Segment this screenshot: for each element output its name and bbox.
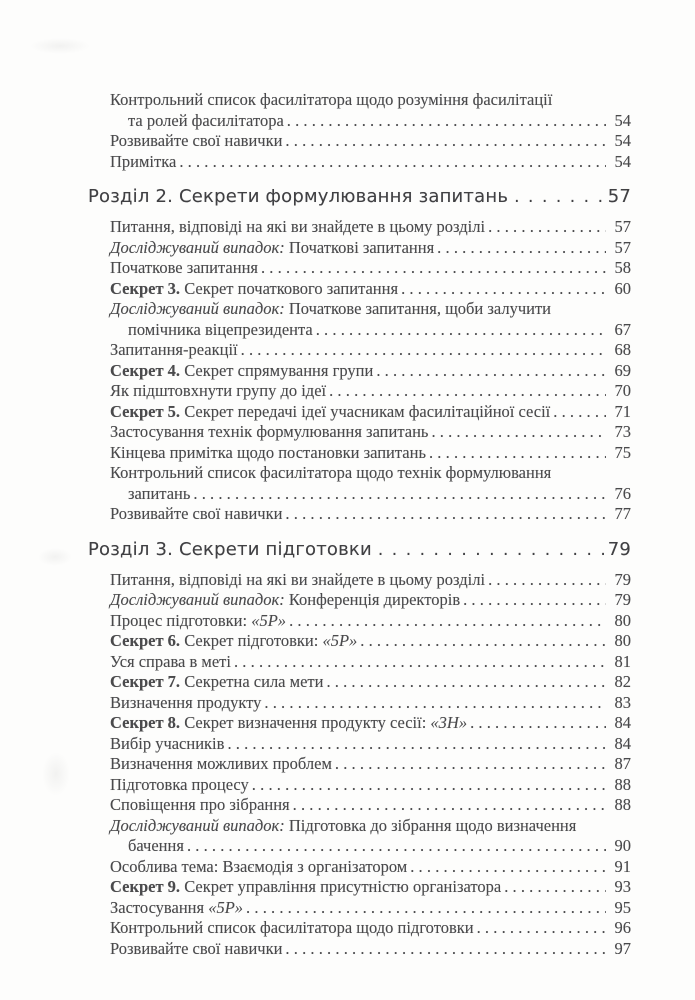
dot-leader-icon (329, 381, 606, 402)
dot-leader-icon (326, 672, 606, 693)
entry-text (128, 836, 184, 857)
toc-entry-line (110, 652, 631, 673)
scan-artifact (38, 548, 72, 566)
toc-entry-line (110, 340, 631, 361)
entry-text-segment: «5Р» (208, 897, 244, 917)
page-number: 96 (614, 918, 631, 937)
dot-leader-icon (264, 693, 606, 714)
entry-text (110, 877, 501, 898)
chapter-heading-title: Розділ 3. Секрети підготовки (88, 538, 372, 560)
toc-entry-line (110, 939, 631, 960)
entry-text-segment: «3Н» (430, 713, 468, 732)
entry-text-segment: Сповіщення про зібрання (110, 795, 290, 814)
entry-text-segment: Секрет підготовки: (180, 631, 323, 650)
page-number: 95 (614, 897, 631, 917)
page-number: 54 (614, 151, 631, 171)
page-number: 84 (614, 713, 631, 732)
dot-leader-icon (553, 402, 606, 423)
toc-entry-line (110, 611, 631, 632)
page-number: 68 (614, 340, 631, 359)
toc-entry-line (110, 672, 631, 693)
dot-leader-icon (246, 898, 606, 919)
entry-text-segment: бачення (128, 836, 184, 855)
entry-text-segment: Початкове запитання (110, 258, 258, 277)
entry-text-segment: «5Р» (322, 631, 358, 650)
entry-text-segment: Контрольний список фасилітатора щодо розуміння фасилітації (110, 90, 553, 109)
entry-text-segment: Уся справа в меті (110, 651, 231, 671)
entry-text-segment: Розвивайте свої навички (110, 938, 283, 958)
entry-text-segment: помічника віцепрезидента (128, 319, 313, 339)
entry-text (110, 340, 238, 361)
dot-leader-icon (179, 152, 606, 173)
page-number: 80 (614, 610, 631, 630)
entry-text-segment: та ролей фасилітатора (128, 110, 284, 130)
entry-text-segment: Визначення продукту (110, 692, 262, 712)
entry-text-segment: Розвивайте свої навички (110, 504, 283, 523)
entry-text (110, 713, 467, 734)
page-number: 79 (614, 590, 631, 609)
entry-text-segment: Секрет початкового запитання (180, 278, 399, 298)
entry-text-segment: Визначення можливих проблем (110, 754, 332, 773)
dot-leader-icon (287, 111, 606, 132)
entry-text-segment: Розвивайте свої навички (110, 131, 283, 150)
chapter-page-number: 57 (607, 186, 631, 207)
page-number: 69 (614, 360, 631, 380)
entry-text-segment: Конференція директорів (284, 590, 461, 609)
dot-leader-icon (488, 217, 606, 238)
toc-entry-line (110, 320, 631, 341)
toc-entry-line (110, 504, 631, 525)
entry-text (110, 402, 550, 423)
chapter-heading-row (88, 184, 631, 210)
page-number: 90 (614, 836, 631, 855)
dot-leader-icon (316, 320, 606, 341)
entry-text (110, 672, 323, 693)
entry-text (110, 443, 426, 464)
dot-leader-icon (335, 754, 606, 775)
entry-text (110, 299, 551, 320)
page-number: 73 (614, 422, 631, 441)
entry-text (110, 590, 460, 611)
toc-section (88, 537, 631, 960)
page-number: 71 (614, 401, 631, 421)
toc-entry-line (110, 754, 631, 775)
dot-leader-icon (360, 631, 606, 652)
entry-text (110, 217, 485, 238)
entry-text-segment: Секрет 3. (110, 278, 181, 298)
dot-leader-icon (437, 238, 606, 259)
page-number: 54 (614, 110, 631, 130)
entry-text (110, 279, 398, 300)
entry-text (110, 693, 261, 714)
entry-text-segment: Секрет 9. (110, 877, 181, 896)
dot-leader-icon (504, 877, 606, 898)
entry-text (110, 381, 326, 402)
toc-entry-line (110, 898, 631, 919)
entry-text (110, 131, 282, 152)
entry-text-segment: запитань (128, 483, 191, 503)
entry-text-segment: Запитання-реакції (110, 340, 238, 359)
entry-text (110, 652, 231, 673)
dot-leader-icon (410, 857, 606, 878)
dot-leader-icon (431, 422, 606, 443)
entry-text-segment: Секрет 5. (110, 401, 181, 421)
entry-text (110, 422, 428, 443)
entry-text-segment: Вибір учасників (110, 733, 225, 753)
page-number: 76 (614, 483, 631, 503)
toc-section (110, 90, 631, 172)
toc-entry-line (110, 713, 631, 734)
entry-text (110, 754, 332, 775)
dot-leader-icon (293, 795, 606, 816)
entry-text-segment: Секрет управління присутністю організатора (180, 877, 502, 896)
dot-leader-icon (193, 484, 606, 505)
entry-text (110, 90, 552, 111)
toc-entry-line (110, 238, 631, 259)
dot-leader-icon (285, 131, 606, 152)
toc-entry-line (110, 693, 631, 714)
dot-leader-icon (289, 611, 606, 632)
entry-text-segment: Секрет 4. (110, 360, 181, 380)
toc-entry-line (110, 775, 631, 796)
toc-entry-line (110, 131, 631, 152)
toc-entry-line (110, 463, 631, 484)
page-number: 77 (614, 504, 631, 523)
toc-entry-line (110, 258, 631, 279)
page-number: 67 (614, 319, 631, 339)
entry-text-segment: Секретна сила мети (180, 672, 324, 691)
dot-leader-icon (241, 340, 606, 361)
toc-entry-line (110, 402, 631, 423)
entry-text-segment: Досліджуваний випадок: (110, 237, 285, 257)
toc-entry-line (110, 217, 631, 238)
page-number: 75 (614, 442, 631, 462)
entry-text-segment: Підготовка процесу (110, 774, 249, 794)
toc-entry-line (110, 570, 631, 591)
chapter-page-number: 79 (607, 538, 631, 560)
toc-entry-line (110, 590, 631, 611)
entry-text-segment: Питання, відповіді на які ви знайдете в цьому розділі (110, 217, 486, 236)
entry-text (110, 361, 373, 382)
toc-section (88, 184, 631, 525)
toc-entry-line (110, 279, 631, 300)
dot-leader-icon (488, 570, 606, 591)
entry-text (128, 111, 284, 132)
entry-text-segment: Як підштовхнути групу до ідеї (110, 381, 327, 400)
page-number: 91 (614, 856, 631, 876)
entry-text-segment: Застосування технік формулювання запитань (110, 422, 429, 441)
toc-entry-line (110, 918, 631, 939)
entry-text-segment: Секрет передачі ідеї учасникам фасилітаційної сесії (180, 401, 551, 421)
dot-leader-icon (470, 713, 606, 734)
dot-leader-icon (261, 258, 606, 279)
entry-text-segment: Досліджуваний випадок: (110, 815, 285, 835)
toc-entry-line (110, 111, 631, 132)
dot-leader-icon (187, 836, 606, 857)
toc-entry-line (110, 484, 631, 505)
page-number: 82 (614, 672, 631, 691)
dot-leader-icon (401, 279, 606, 300)
entry-text (110, 816, 576, 837)
dot-leader-icon (378, 537, 604, 563)
entry-text-segment: Секрет визначення продукту сесії: (180, 713, 431, 732)
entry-text (110, 857, 407, 878)
dot-leader-icon (252, 775, 606, 796)
toc-entry-line (110, 90, 631, 111)
page-number: 97 (614, 938, 631, 958)
chapter-heading-row (88, 537, 631, 563)
toc-entry-line (110, 734, 631, 755)
dot-leader-icon (514, 184, 604, 210)
entry-text-segment: Застосування (110, 897, 209, 917)
page-number: 81 (614, 651, 631, 671)
entry-text-segment: Секрет 6. (110, 631, 181, 650)
toc-entry-line (110, 857, 631, 878)
entry-text (110, 898, 243, 919)
entry-text (110, 152, 176, 173)
entry-text-segment: Процес підготовки: (110, 610, 252, 630)
entry-text-segment: Початкове запитання, щоби залучити (284, 299, 552, 318)
dot-leader-icon (285, 939, 606, 960)
entry-text-segment: Кінцева примітка щодо постановки запитань (110, 442, 426, 462)
entry-text-segment: Секрет спрямування групи (180, 360, 374, 380)
toc-entry-line (110, 152, 631, 173)
entry-text-segment: Контрольний список фасилітатора щодо підготовки (110, 918, 474, 937)
entry-text (110, 238, 434, 259)
entry-text (110, 775, 249, 796)
entry-text-segment: Питання, відповіді на які ви знайдете в цьому розділі (110, 569, 486, 589)
entry-text (110, 463, 551, 484)
entry-text (110, 918, 474, 939)
entry-text-segment: Початкові запитання (284, 237, 435, 257)
page-number: 54 (614, 131, 631, 150)
page-number: 83 (614, 692, 631, 712)
entry-text (110, 939, 282, 960)
toc-entry-line (110, 877, 631, 898)
entry-text-segment: Примітка (110, 151, 177, 171)
entry-text (128, 320, 313, 341)
dot-leader-icon (227, 734, 606, 755)
entry-text (110, 570, 485, 591)
page-number: 80 (614, 631, 631, 650)
page-number: 60 (614, 278, 631, 298)
dot-leader-icon (463, 590, 606, 611)
scan-artifact (30, 38, 90, 54)
dot-leader-icon (234, 652, 606, 673)
dot-leader-icon (376, 361, 606, 382)
entry-text (110, 504, 282, 525)
page-number: 88 (614, 795, 631, 814)
toc-entry-line (110, 795, 631, 816)
page-number: 57 (614, 217, 631, 236)
dot-leader-icon (285, 504, 606, 525)
page-number: 58 (614, 258, 631, 277)
page-number: 79 (614, 569, 631, 589)
entry-text-segment: Особлива тема: Взаємодія з організатором (110, 856, 408, 876)
scan-artifact (42, 752, 70, 796)
toc-entry-line (110, 816, 631, 837)
entry-text-segment: «5Р» (251, 610, 287, 630)
entry-text (128, 484, 190, 505)
toc-entry-line (110, 836, 631, 857)
toc-entry-line (110, 299, 631, 320)
dot-leader-icon (477, 918, 606, 939)
page-number: 87 (614, 754, 631, 773)
dot-leader-icon (429, 443, 606, 464)
entry-text-segment: Контрольний список фасилітатора щодо технік формулювання (110, 463, 552, 482)
entry-text (110, 734, 224, 755)
toc-entry-line (110, 443, 631, 464)
chapter-heading-title: Розділ 2. Секрети формулювання запитань (88, 186, 509, 207)
entry-text (110, 631, 357, 652)
entry-text-segment: Секрет 7. (110, 672, 181, 691)
entry-text (110, 258, 258, 279)
page-number: 57 (614, 237, 631, 257)
page-number: 88 (614, 774, 631, 794)
page-number: 84 (614, 733, 631, 753)
entry-text (110, 795, 290, 816)
toc-entry-line (110, 422, 631, 443)
toc-entry-line (110, 361, 631, 382)
page-number: 93 (614, 877, 631, 896)
toc-entry-line (110, 381, 631, 402)
toc-entry-line (110, 631, 631, 652)
entry-text-segment: Досліджуваний випадок: (110, 590, 285, 609)
page-number: 70 (614, 381, 631, 400)
entry-text-segment: Досліджуваний випадок: (110, 299, 285, 318)
entry-text-segment: Секрет 8. (110, 713, 181, 732)
table-of-contents (88, 90, 631, 959)
entry-text-segment: Підготовка до зібрання щодо визначення (284, 815, 577, 835)
entry-text (110, 611, 286, 632)
